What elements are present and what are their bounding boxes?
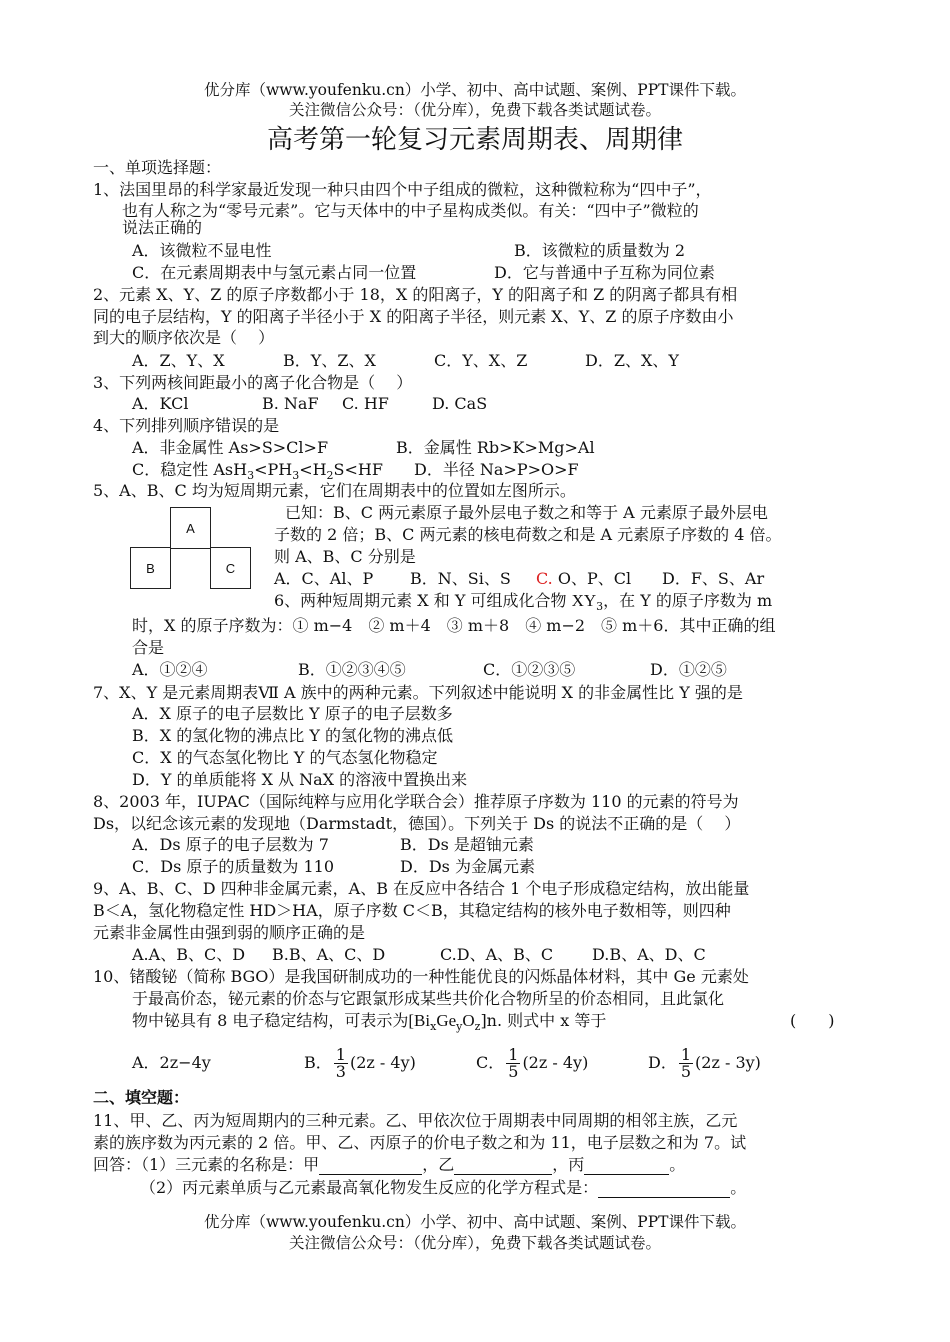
q9-line-3: 元素非金属性由强到弱的顺序正确的是 bbox=[93, 923, 366, 942]
q4-option-d: D．半径 Na>P>O>F bbox=[414, 460, 579, 479]
q10-option-b: B． $\frac{1}{3}$ (2z - 4y) bbox=[304, 1045, 416, 1081]
q1-option-d: D．它与普通中子互称为同位素 bbox=[494, 263, 715, 282]
header-line-1: 优分库（www.youfenku.cn）小学、初中、高中试题、案例、PPT课件下载。 bbox=[203, 81, 747, 99]
q7-option-d: D．Y 的单质能将 X 从 NaX 的溶液中置换出来 bbox=[132, 770, 468, 789]
q9-line-2: B＜A，氢化物稳定性 HD＞HA，原子序数 C＜B，其稳定结构的核外电子数相等，则四种 bbox=[93, 901, 731, 920]
q3-option-b: B. NaF bbox=[262, 394, 319, 413]
q11-line-4: （2）丙元素单质与乙元素最高氧化物发生反应的化学方程式是： 。 bbox=[140, 1178, 747, 1197]
q10-line-3: 物中铋具有 8 电子稳定结构，可表示为$[Bi_xGe_yO_z]n$. 则式中 x 等于 bbox=[132, 1011, 607, 1034]
q8-option-b: B．Ds 是超铀元素 bbox=[400, 835, 534, 854]
q1-option-a: A．该微粒不显电性 bbox=[132, 241, 272, 260]
q5-line-4: 则 A、B、C 分别是 bbox=[274, 547, 416, 566]
blank-jia[interactable] bbox=[319, 1158, 422, 1175]
header-line-2: 关注微信公众号：（优分库），免费下载各类试题试卷。 bbox=[288, 101, 661, 119]
q6-option-d: D．①②⑤ bbox=[650, 660, 727, 679]
q10-answer-paren: ( ) bbox=[790, 1011, 835, 1030]
periodic-cell-b: B bbox=[130, 547, 171, 589]
q5-option-a: A．C、Al、P bbox=[274, 569, 374, 588]
q4-option-a: A．非金属性 As>S>Cl>F bbox=[132, 438, 329, 457]
q10-line-1: 10、锗酸铋（简称 BGO）是我国研制成功的一种性能优良的闪烁晶体材料，其中 Ge 元素处 bbox=[93, 967, 749, 986]
q1-line-3: 说法正确的 bbox=[122, 218, 203, 237]
q1-option-b: B．该微粒的质量数为 2 bbox=[514, 241, 686, 260]
q6-line-3: 合是 bbox=[132, 638, 165, 657]
q5-line-1: 5、A、B、C 均为短周期元素，它们在周期表中的位置如左图所示。 bbox=[93, 481, 576, 500]
q11-line-3: 回答：（1）三元素的名称是：甲 ，乙 ，丙 。 bbox=[93, 1155, 686, 1174]
q5-line-3: 子数的 2 倍；B、C 两元素的核电荷数之和是 A 元素原子序数的 4 倍。 bbox=[274, 525, 782, 544]
q9-option-c: C.D、A、B、C bbox=[440, 945, 554, 964]
q10-option-c: C． $\frac{1}{5}$ (2z - 4y) bbox=[476, 1045, 589, 1081]
q9-line-1: 9、A、B、C、D 四种非金属元素，A、B 在反应中各结合 1 个电子形成稳定结构，放出能量 bbox=[93, 879, 750, 898]
q4-option-b: B．金属性 Rb>K>Mg>Al bbox=[396, 438, 595, 457]
q7-line-1: 7、X、Y 是元素周期表Ⅶ A 族中的两种元素。下列叙述中能说明 X 的非金属性比 Y 强的是 bbox=[93, 683, 743, 702]
blank-equation[interactable] bbox=[598, 1181, 730, 1198]
q7-option-c: C．X 的气态氢化物比 Y 的气态氢化物稳定 bbox=[132, 748, 438, 767]
q8-option-d: D．Ds 为金属元素 bbox=[400, 857, 535, 876]
q2-option-b: B．Y、Z、X bbox=[283, 351, 376, 370]
q6-option-a: A．①②④ bbox=[132, 660, 208, 679]
q8-option-a: A．Ds 原子的电子层数为 7 bbox=[132, 835, 329, 854]
q10-option-a: A．2z−4y bbox=[132, 1053, 211, 1072]
footer-line-2: 关注微信公众号：（优分库），免费下载各类试题试卷。 bbox=[288, 1234, 661, 1252]
periodic-cell-a: A bbox=[170, 507, 211, 549]
q9-option-d: D.B、A、D、C bbox=[592, 945, 706, 964]
q5-option-d: D．F、S、Ar bbox=[662, 569, 765, 588]
blank-bing[interactable] bbox=[584, 1158, 669, 1175]
q7-option-a: A．X 原子的电子层数比 Y 原子的电子层数多 bbox=[132, 704, 453, 723]
q2-line-1: 2、元素 X、Y、Z 的原子序数都小于 18，X 的阳离子，Y 的阳离子和 Z 的阴离子都具有相 bbox=[93, 285, 738, 304]
q11-line-1: 11、甲、乙、丙为短周期内的三种元素。乙、甲依次位于周期表中同周期的相邻主族，乙元 bbox=[93, 1111, 738, 1130]
q1-option-c: C．在元素周期表中与氢元素占同一位置 bbox=[132, 263, 417, 282]
page-title: 高考第一轮复习元素周期表、周期律 bbox=[266, 125, 683, 155]
fraction-one-third: $\frac{1}{3}$ bbox=[335, 1045, 346, 1081]
q2-option-c: C．Y、X、Z bbox=[434, 351, 528, 370]
q2-line-3: 到大的顺序依次是（ ） bbox=[93, 328, 275, 347]
q3-line-1: 3、下列两核间距最小的离子化合物是（ ） bbox=[93, 373, 413, 392]
q1-line-1: 1、法国里昂的科学家最近发现一种只由四个中子组成的微粒，这种微粒称为“四中子”， bbox=[93, 180, 712, 199]
q5-option-b: B．N、Si、S bbox=[410, 569, 511, 588]
q8-line-1: 8、2003 年，IUPAC（国际纯粹与应用化学联合会）推荐原子序数为 110 的元素的符号为 bbox=[93, 792, 739, 811]
q5-line-2: 已知：B、C 两元素原子最外层电子数之和等于 A 元素原子最外层电 bbox=[285, 503, 768, 522]
q8-line-2: Ds，以纪念该元素的发现地（Darmstadt，德国）。下列关于 Ds 的说法不正确的是（ ） bbox=[93, 814, 741, 833]
q11-line-2: 素的族序数为丙元素的 2 倍。甲、乙、丙原子的价电子数之和为 11，电子层数之和为 7。试 bbox=[93, 1133, 747, 1152]
q9-option-b: B.B、A、C、D bbox=[272, 945, 386, 964]
section-heading-fill: 二、填空题： bbox=[93, 1090, 190, 1107]
q3-option-c: C. HF bbox=[342, 394, 389, 413]
q8-option-c: C．Ds 原子的质量数为 110 bbox=[132, 857, 334, 876]
q6-line-2: 时，X 的原子序数为：① m−4 ② m＋4 ③ m＋8 ④ m−2 ⑤ m＋6．其中正确的组 bbox=[132, 616, 776, 635]
q6-option-b: B．①②③④⑤ bbox=[298, 660, 406, 679]
periodic-cell-c: C bbox=[210, 547, 251, 589]
q10-line-2: 于最高价态，铋元素的价态与它跟氯形成某些共价化合物所呈的价态相同，且此氯化 bbox=[132, 989, 725, 1008]
q3-option-d: D. CaS bbox=[432, 394, 488, 413]
q1-line-2: 也有人称之为“零号元素”。它与天体中的中子星构成类似。有关：“四中子”微粒的 bbox=[122, 201, 699, 220]
q4-option-c: C．稳定性 $AsH_3<PH_3<H_2S<HF$ bbox=[132, 460, 383, 483]
q2-line-2: 同的电子层结构，Y 的阳离子半径小于 X 的阳离子半径，则元素 X、Y、Z 的原子序数由小 bbox=[93, 307, 734, 326]
q9-option-a: A.A、B、C、D bbox=[132, 945, 246, 964]
q10-option-d: D． $\frac{1}{5}$ (2z - 3y) bbox=[648, 1045, 761, 1081]
q2-option-a: A．Z、Y、X bbox=[132, 351, 225, 370]
blank-yi[interactable] bbox=[454, 1158, 552, 1175]
q3-option-a: A．KCl bbox=[132, 394, 189, 413]
fraction-one-fifth: $\frac{1}{5}$ bbox=[508, 1045, 519, 1081]
q6-option-c: C．①②③⑤ bbox=[483, 660, 576, 679]
q6-line-1: 6、两种短周期元素 X 和 Y 可组成化合物 $XY_3$，在 Y 的原子序数为 m bbox=[274, 591, 773, 614]
footer-line-1: 优分库（www.youfenku.cn）小学、初中、高中试题、案例、PPT课件下载。 bbox=[203, 1213, 747, 1231]
fraction-one-fifth: $\frac{1}{5}$ bbox=[680, 1045, 692, 1081]
section-heading-choice: 一、单项选择题： bbox=[93, 158, 222, 177]
q2-option-d: D．Z、X、Y bbox=[585, 351, 679, 370]
q5-option-c: C. O、P、Cl bbox=[536, 569, 632, 588]
q7-option-b: B．X 的氢化物的沸点比 Y 的氢化物的沸点低 bbox=[132, 726, 453, 745]
q4-line-1: 4、下列排列顺序错误的是 bbox=[93, 416, 280, 435]
